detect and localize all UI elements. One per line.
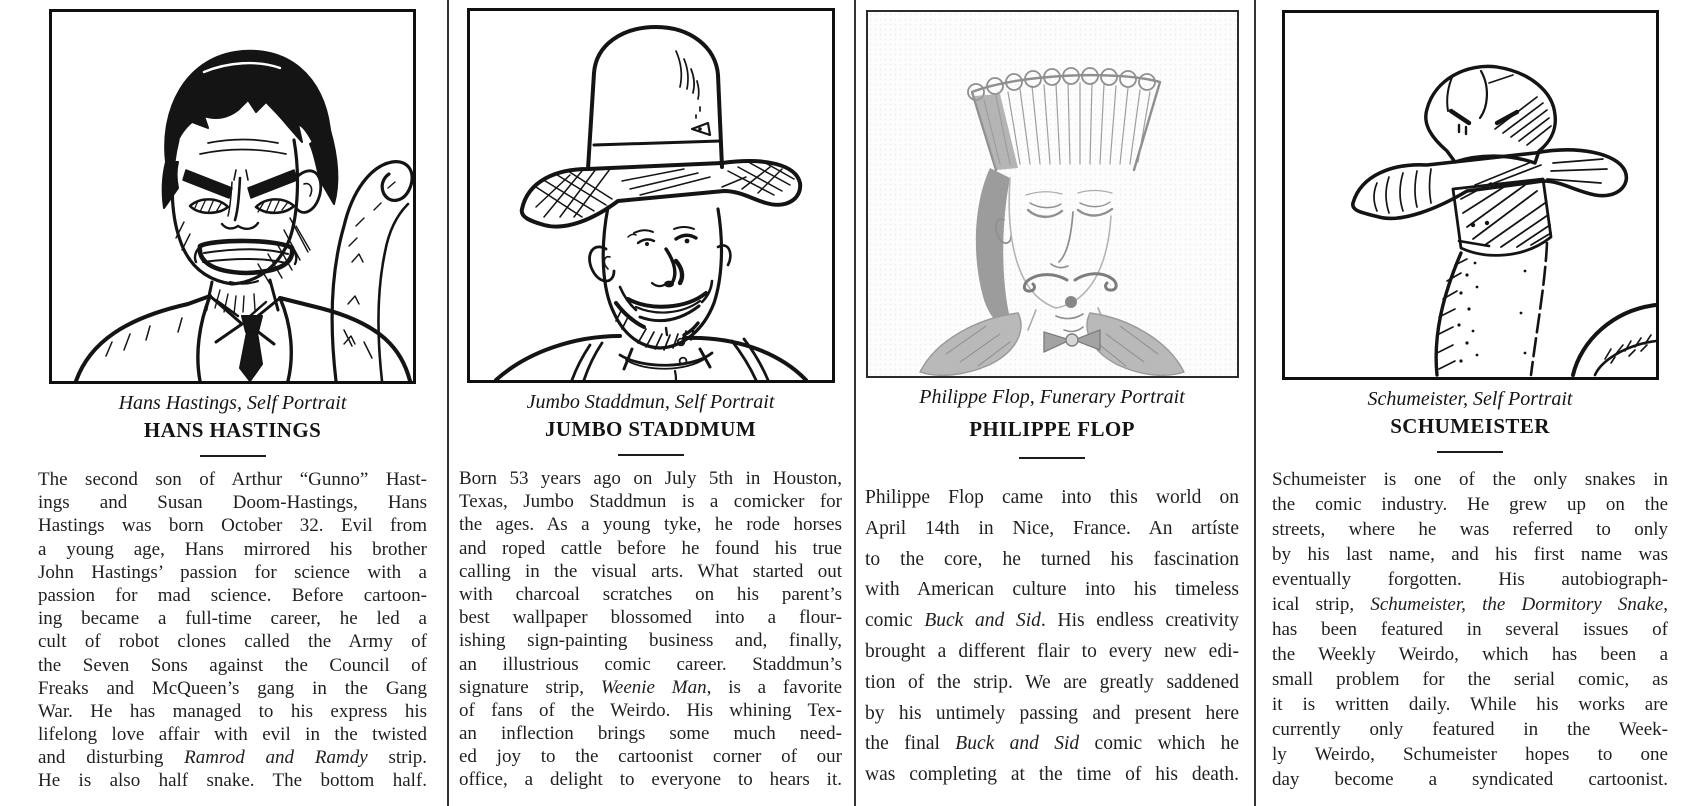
heading-rule — [1437, 451, 1503, 453]
heading-rule — [1019, 457, 1085, 459]
cartoonist-name-heading: HANS HASTINGS — [143, 418, 322, 442]
body-text-line: streets, where he was referred to only — [1272, 519, 1668, 540]
body-text-line: The second son of Arthur “Gunno” Hast- — [38, 469, 427, 490]
body-text-line: best wallpaper blossomed into a flour- — [459, 607, 842, 629]
body-text-line: an illustrious comic career. Staddmun’s — [459, 653, 842, 675]
body-text-line: cult of robot clones called the Army of — [38, 631, 427, 653]
body-text-line: the Seven Sons against the Council of — [38, 654, 427, 676]
portrait-frame — [866, 10, 1239, 378]
bio-text — [865, 483, 1239, 791]
body-text-line: with charcoal scratches on his parent’s — [459, 583, 842, 605]
cartoonist-name-heading: JUMBO STADDMUM — [544, 417, 757, 441]
body-text-line: office, a delight to everyone to hears it. — [459, 769, 842, 791]
body-text-line: Philippe Flop came into this world on — [865, 487, 1239, 508]
body-text-line: signature strip, Weenie Man, is a favorite — [459, 676, 842, 698]
body-text-line: the comic industry. He grew up on the — [1272, 494, 1668, 515]
body-text-line: ical strip, Schumeister, the Dormitory Snake, — [1272, 594, 1669, 615]
portrait-caption: Jumbo Staddmun, Self Portrait — [526, 391, 775, 413]
body-text-line: by his untimely passing and present here — [865, 702, 1239, 724]
jumbo-staddmum-ink-portrait-icon — [470, 11, 832, 380]
cartoonist-name-heading: PHILIPPE FLOP — [969, 417, 1135, 441]
bio-column-jumbo-staddmum — [449, 0, 856, 806]
body-text-line: and disturbing Ramrod and Ramdy strip. — [38, 747, 427, 769]
body-text-line: was completing at the time of his death. — [865, 764, 1239, 786]
schumeister-ink-portrait-icon — [1285, 13, 1656, 377]
body-text-line: passion for mad science. Before cartoon- — [38, 584, 427, 606]
body-text-line: to the core, he turned his fascination — [865, 548, 1239, 570]
portrait-frame — [1282, 10, 1659, 380]
body-text-line: ings and Susan Doom-Hastings, Hans — [38, 492, 427, 514]
portrait-frame — [467, 8, 835, 383]
body-text-line: the Weekly Weirdo, which has been a — [1272, 644, 1668, 665]
body-text-line: Born 53 years ago on July 5th in Houston, — [459, 468, 842, 489]
body-text-line: with American culture into his timeless — [865, 579, 1239, 601]
body-text-line: it is written daily. While his works are — [1272, 694, 1668, 715]
heading-rule — [200, 455, 266, 457]
body-text-line: ishing sign-painting business and, finally, — [459, 630, 842, 652]
portrait-caption: Hans Hastings, Self Portrait — [118, 392, 347, 414]
portrait-caption: Philippe Flop, Funerary Portrait — [919, 386, 1185, 408]
body-text-line: eventually forgotten. His autobiograph- — [1272, 569, 1668, 590]
body-text-line: by his last name, and his first name was — [1272, 544, 1668, 565]
body-text-line: April 14th in Nice, France. An artíste — [865, 517, 1239, 539]
bio-column-philippe-flop — [856, 0, 1256, 806]
body-text-line: a young age, Hans mirrored his brother — [38, 538, 427, 560]
body-text-line: day become a syndicated cartoonist. — [1272, 769, 1668, 790]
portrait-caption: Schumeister, Self Portrait — [1367, 388, 1573, 410]
body-text-line: has been featured in several issues of — [1272, 619, 1668, 640]
body-text-line: an inflection brings some much need- — [459, 723, 842, 745]
bio-column-schumeister — [1256, 0, 1688, 806]
body-text-line: ed joy to the cartoonist corner of our — [459, 746, 842, 768]
bio-text — [38, 468, 427, 793]
body-text-line: War. He has managed to his express his — [38, 700, 427, 722]
hans-hastings-ink-portrait-icon — [52, 12, 413, 381]
body-text-line: Texas, Jumbo Staddmun is a comicker for — [459, 491, 842, 513]
body-text-line: comic Buck and Sid. His endless creativity — [865, 610, 1240, 632]
body-text-line: brought a different flair to every new edi- — [865, 640, 1239, 662]
body-text-line: small problem for the serial comic, as — [1272, 669, 1668, 690]
heading-rule — [618, 454, 684, 456]
body-text-line: tion of the strip. We are greatly saddened — [865, 671, 1239, 693]
portrait-frame — [49, 9, 416, 384]
bio-column-hans-hastings — [0, 0, 449, 806]
body-text-line: of fans of the Weirdo. His whining Tex- — [459, 699, 842, 721]
body-text-line: ly Weirdo, Schumeister hopes to one — [1272, 744, 1668, 765]
body-text-line: ing became a full-time career, he led a — [38, 608, 427, 630]
body-text-line: the ages. As a young tyke, he rode horses — [459, 514, 842, 536]
philippe-flop-pencil-portrait-icon — [868, 12, 1237, 376]
body-text-line: Schumeister is one of the only snakes in — [1272, 469, 1668, 490]
body-text-line: calling in the visual arts. What started out — [459, 560, 842, 582]
body-text-line: the final Buck and Sid comic which he — [865, 733, 1239, 755]
bio-text — [1272, 467, 1668, 792]
body-text-line: John Hastings’ passion for science with a — [38, 561, 427, 583]
body-text-line: lifelong love affair with evil in the twisted — [38, 724, 427, 746]
body-text-line: Freaks and McQueen’s gang in the Gang — [38, 677, 427, 699]
body-text-line: and roped cattle before he found his true — [459, 537, 842, 559]
body-text-line: He is also half snake. The bottom half. — [38, 770, 427, 792]
body-text-line: Hastings was born October 32. Evil from — [38, 515, 427, 537]
cartoonist-name-heading: SCHUMEISTER — [1390, 414, 1550, 438]
bio-text — [459, 467, 842, 792]
body-text-line: currently only featured in the Week- — [1272, 719, 1668, 740]
